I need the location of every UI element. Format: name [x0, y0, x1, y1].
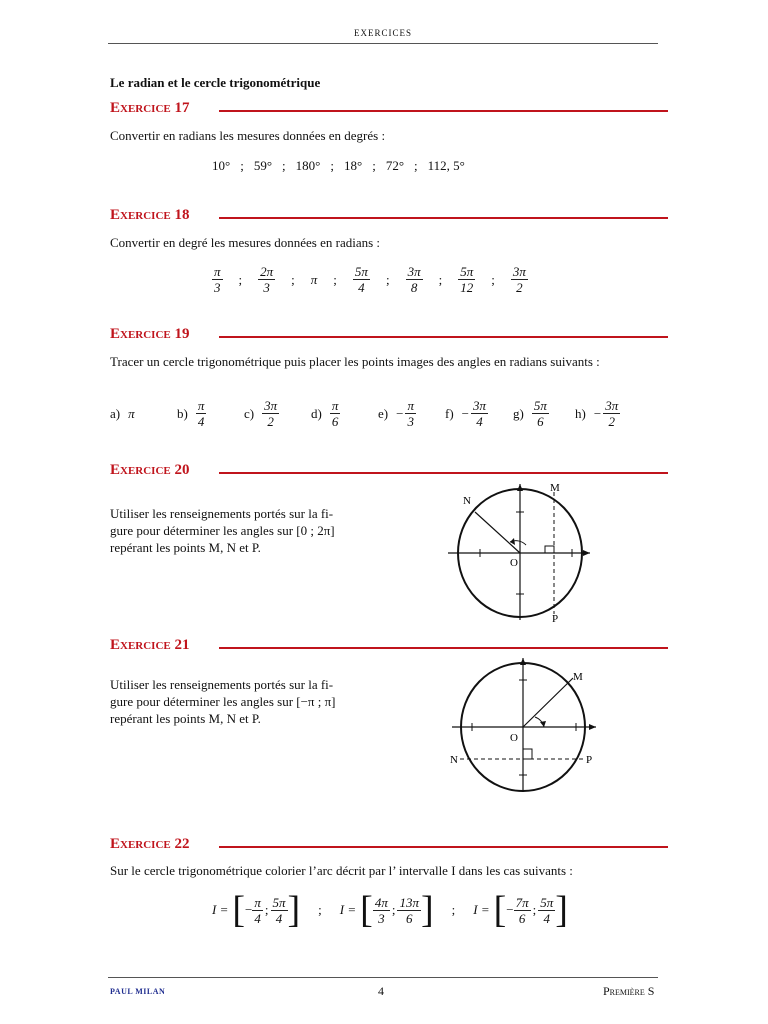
- minus-sign: −: [245, 902, 253, 917]
- fraction-numerator: 13π: [399, 894, 419, 910]
- fraction-denominator: 3: [407, 414, 414, 429]
- fraction-numerator: 3π: [512, 264, 526, 279]
- separator: ;: [291, 271, 295, 287]
- item-label: c): [244, 405, 255, 421]
- radian-value: π: [310, 271, 318, 287]
- fraction: [538, 895, 555, 926]
- right-bracket: ]: [420, 889, 434, 931]
- item-label: e): [378, 405, 389, 421]
- section-title: Le radian et le cercle trigonométrique: [110, 75, 321, 90]
- item-label: a): [110, 405, 121, 421]
- separator: ;: [333, 271, 337, 287]
- degree-value: 18°: [343, 158, 363, 173]
- fraction: [458, 264, 475, 295]
- fraction: [353, 264, 370, 295]
- exercise-19-title: Exercice 19: [110, 326, 190, 342]
- fraction: [262, 398, 279, 429]
- fraction-denominator: 3: [214, 280, 221, 295]
- fraction-numerator: 3π: [605, 398, 619, 413]
- degree-value: 72°: [385, 158, 405, 173]
- label-N: N: [450, 754, 458, 766]
- fraction-denominator: 6: [537, 414, 544, 429]
- fraction-numerator: 3π: [407, 264, 421, 279]
- footer-level: Première S: [603, 984, 655, 998]
- exercise-19-rule: [219, 336, 668, 338]
- exercise-20-text: Utiliser les renseignements portés sur la fi- gure pour déterminer les angles sur [0 ; 2π] repérant les points M, N et P.: [110, 506, 335, 555]
- fraction-numerator: π: [214, 264, 221, 279]
- exercise-19-item: [177, 398, 244, 429]
- exercise-17-values: 10° ; 59° ; 180° ; 18° ; 72° ; 112, 5°: [212, 158, 465, 173]
- exercise-19-item: [575, 398, 642, 429]
- exercise-19-item: [378, 398, 445, 429]
- fraction-numerator: π: [407, 398, 414, 413]
- fraction: [196, 398, 207, 429]
- exercise-17-rule: [219, 110, 668, 112]
- right-bracket: ]: [555, 889, 568, 931]
- fraction-denominator: 2: [267, 414, 274, 429]
- interval-lhs: I =: [473, 902, 490, 917]
- exercise-22-rule: [219, 846, 668, 848]
- exercise-19-item: [244, 398, 311, 429]
- fraction: [252, 895, 263, 926]
- minus-sign: −: [396, 405, 404, 421]
- minus-sign: −: [461, 405, 470, 421]
- exercise-19-items: [110, 398, 642, 429]
- fraction-numerator: 5π: [540, 894, 554, 910]
- label-P: P: [552, 613, 559, 625]
- interval-lhs: I =: [212, 902, 229, 917]
- separator: ;: [438, 271, 443, 287]
- fraction-numerator: 3π: [473, 398, 487, 413]
- label-M: M: [550, 482, 560, 494]
- item-label: h): [575, 405, 586, 421]
- separator: ;: [491, 271, 495, 287]
- exercise-19-item: [445, 398, 513, 429]
- exercise-21-rule: [219, 647, 668, 649]
- left-bracket: [: [360, 889, 373, 931]
- fraction-denominator: 3: [263, 280, 270, 295]
- running-header: EXERCICES: [353, 28, 412, 38]
- exercise-19-item: [513, 398, 575, 429]
- fraction-denominator: 2: [516, 280, 523, 295]
- separator: ;: [385, 271, 390, 287]
- fraction: [511, 264, 528, 295]
- exercise-20-rule: [219, 472, 668, 474]
- interval-separator: ;: [532, 902, 537, 917]
- fraction-denominator: 4: [543, 910, 550, 926]
- fraction-denominator: 4: [358, 280, 365, 295]
- label-N: N: [463, 495, 471, 507]
- fraction-numerator: 5π: [533, 398, 547, 413]
- exercise-22-intervals: [212, 889, 568, 931]
- exercise-18-text: Convertir en degré les mesures données en radians :: [110, 235, 381, 250]
- interval-separator: ;: [391, 902, 396, 917]
- fraction: [212, 264, 223, 295]
- fraction-numerator: 5π: [354, 264, 368, 279]
- fraction: [603, 398, 620, 429]
- fraction-denominator: 6: [405, 910, 413, 926]
- left-bracket: [: [493, 889, 507, 931]
- exercise-17-title: Exercice 17: [110, 100, 190, 116]
- fraction: [258, 264, 275, 295]
- radian-value: π: [128, 405, 135, 421]
- exercise-21-title: Exercice 21: [110, 637, 190, 653]
- label-O: O: [510, 557, 518, 569]
- header-rule: [108, 43, 658, 44]
- degree-value: 10°: [212, 158, 231, 173]
- exercise-20-title: Exercice 20: [110, 462, 190, 478]
- fraction: [271, 895, 288, 926]
- fraction: [405, 398, 416, 429]
- exercise-19-item: [311, 398, 378, 429]
- fraction-denominator: 6: [331, 414, 339, 429]
- fraction-numerator: 5π: [272, 894, 286, 910]
- fraction-numerator: π: [197, 398, 205, 413]
- exercise-17-text: Convertir en radians les mesures données en degrés :: [110, 128, 386, 143]
- fraction-denominator: 12: [460, 280, 474, 295]
- interval-lhs: I =: [339, 902, 357, 917]
- fraction-denominator: 6: [518, 910, 526, 926]
- footer-author: PAUL MILAN: [110, 987, 166, 996]
- item-label: b): [177, 405, 188, 421]
- exercise-19-item: [110, 406, 177, 422]
- fraction-numerator: 7π: [515, 894, 529, 910]
- figure-ex20: [440, 478, 600, 628]
- fraction-denominator: 4: [254, 910, 261, 926]
- separator: ;: [318, 902, 322, 917]
- right-bracket: ]: [287, 889, 301, 931]
- item-label: f): [445, 405, 454, 421]
- fraction-denominator: 4: [476, 414, 483, 429]
- fraction: [330, 398, 341, 429]
- label-P: P: [586, 754, 593, 766]
- left-bracket: [: [232, 889, 246, 931]
- fraction: [471, 398, 488, 429]
- degree-value: 112, 5°: [427, 158, 465, 173]
- fraction-denominator: 4: [197, 414, 205, 429]
- fraction: [373, 895, 390, 926]
- fraction-numerator: 5π: [460, 264, 474, 279]
- fraction-numerator: 3π: [264, 398, 278, 413]
- interval-separator: ;: [264, 902, 269, 917]
- exercise-18-fractions: [212, 264, 528, 295]
- exercise-22-title: Exercice 22: [110, 836, 190, 852]
- figure-ex21: [440, 652, 610, 792]
- degree-value: 59°: [253, 158, 273, 173]
- label-O: O: [510, 732, 518, 744]
- fraction-denominator: 8: [410, 280, 418, 295]
- minus-sign: −: [506, 902, 514, 917]
- fraction-denominator: 4: [275, 910, 283, 926]
- exercise-21-text: Utiliser les renseignements portés sur la fi- gure pour déterminer les angles sur [−π ; π] repérant les points M, N et P.: [110, 677, 336, 726]
- separator: ;: [238, 271, 243, 287]
- item-label: g): [513, 405, 524, 421]
- item-label: d): [311, 405, 322, 421]
- fraction: [397, 895, 421, 926]
- exercise-19-text: Tracer un cercle trigonométrique puis placer les points images des angles en radians suivants :: [110, 354, 600, 369]
- label-M: M: [573, 671, 583, 683]
- fraction-numerator: π: [254, 894, 261, 910]
- fraction: [406, 264, 423, 295]
- degree-value: 180°: [295, 158, 321, 173]
- exercise-22-text: Sur le cercle trigonométrique colorier l’arc décrit par l’ intervalle I dans les cas suivants :: [110, 863, 573, 878]
- fraction-numerator: 2π: [260, 264, 274, 279]
- exercise-18-title: Exercice 18: [110, 207, 190, 223]
- fraction-denominator: 2: [608, 414, 615, 429]
- fraction-denominator: 3: [378, 910, 385, 926]
- exercise-18-rule: [219, 217, 668, 219]
- minus-sign: −: [593, 405, 602, 421]
- page-number: 4: [378, 984, 384, 998]
- footer-rule: [108, 977, 658, 978]
- fraction: [532, 398, 549, 429]
- fraction-numerator: π: [331, 398, 339, 413]
- fraction: [514, 895, 531, 926]
- fraction-numerator: 4π: [374, 894, 388, 910]
- separator: ;: [451, 902, 456, 917]
